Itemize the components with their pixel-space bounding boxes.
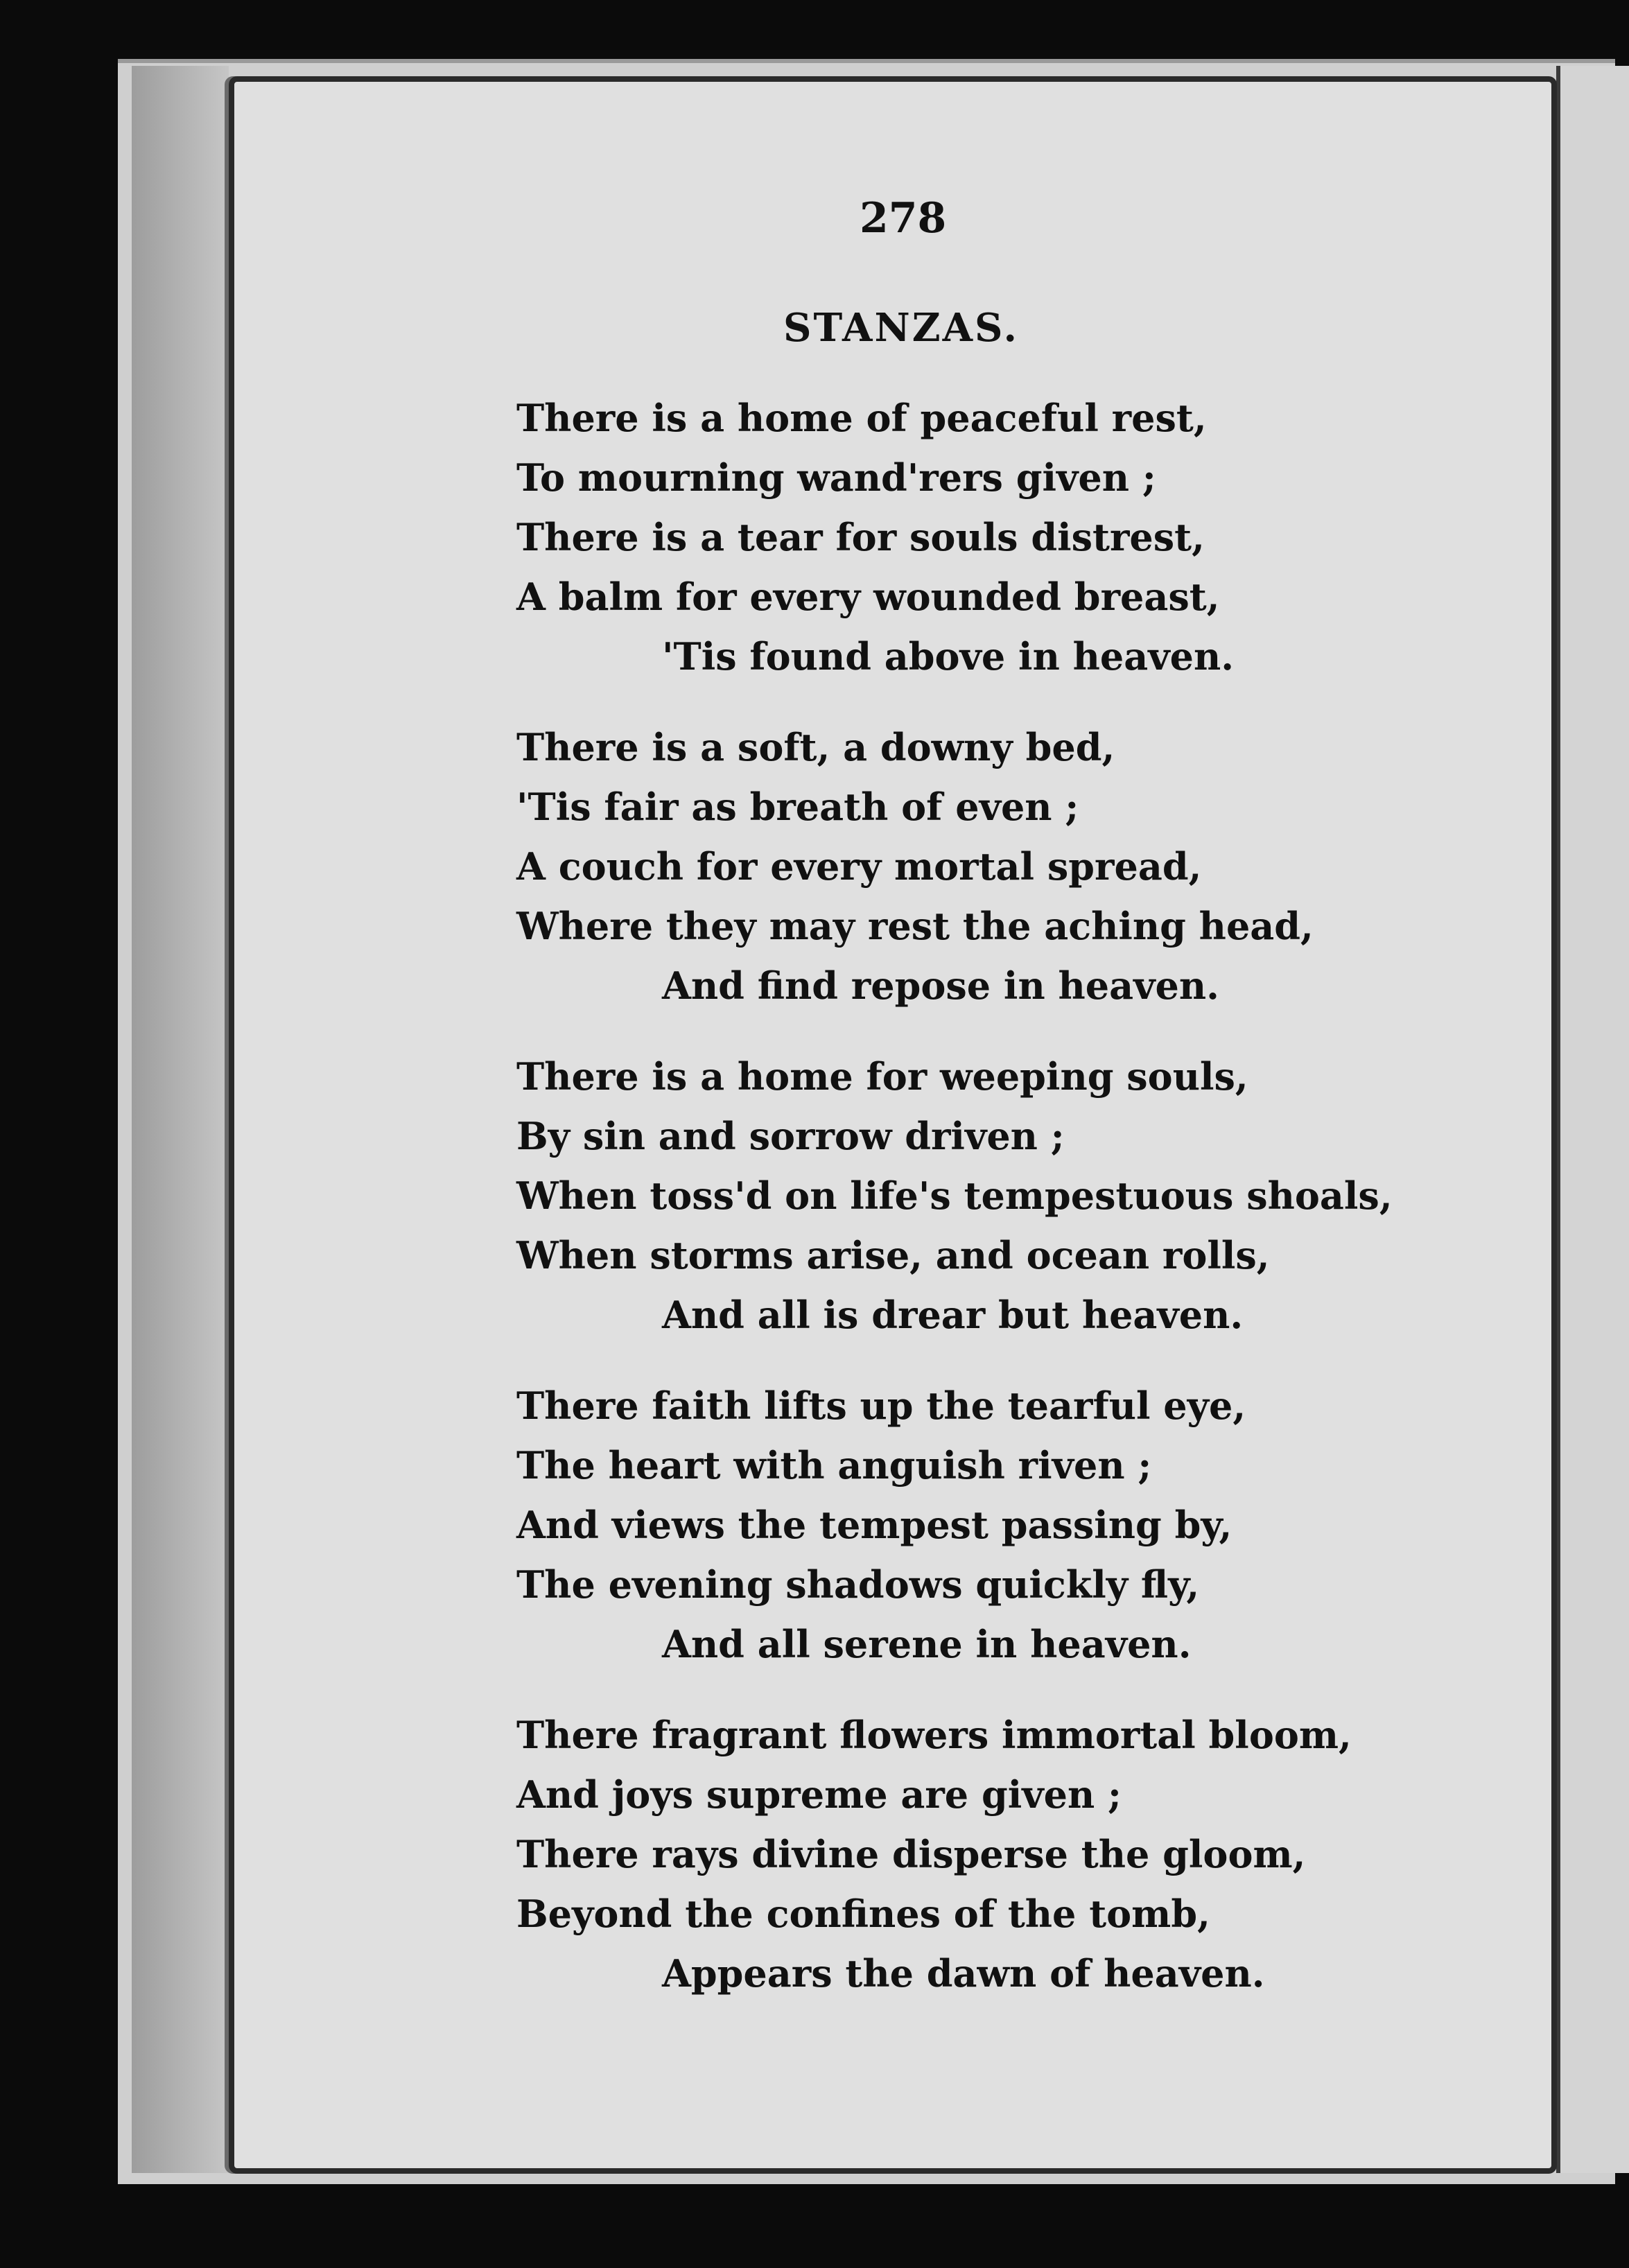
stanza-line: There is a home of peaceful rest,	[516, 396, 1207, 440]
stanza-line: A balm for every wounded breast,	[516, 575, 1220, 619]
stanza-1	[516, 388, 1234, 686]
stanza-3	[516, 1047, 1393, 1345]
stanza-line: And joys supreme are given ;	[516, 1772, 1122, 1817]
page-number: 278	[860, 194, 947, 243]
stanza-4	[516, 1376, 1246, 1674]
stanza-line: There rays divine disperse the gloom,	[516, 1832, 1306, 1876]
stanza-line: And views the tempest passing by,	[516, 1503, 1232, 1547]
stanza-refrain-line: 'Tis found above in heaven.	[662, 634, 1235, 679]
stanza-2	[516, 717, 1314, 1015]
stanza-line: 'Tis fair as breath of even ;	[516, 785, 1079, 829]
stanza-line: To mourning wand'rers given ;	[516, 455, 1156, 500]
stanza-line: When storms arise, and ocean rolls,	[516, 1233, 1270, 1277]
stanza-refrain-line: And all is drear but heaven.	[662, 1293, 1244, 1337]
stanza-line: By sin and sorrow driven ;	[516, 1114, 1065, 1158]
stanza-5	[516, 1705, 1352, 2003]
stanza-line: There fragrant flowers immortal bloom,	[516, 1713, 1352, 1757]
stanza-line: Where they may rest the aching head,	[516, 904, 1314, 948]
poem-heading: STANZAS.	[783, 305, 1019, 351]
stanza-line: Beyond the confines of the tomb,	[516, 1892, 1210, 1936]
stanza-refrain-line: Appears the dawn of heaven.	[662, 1951, 1265, 1996]
stanza-line: There is a soft, a downy bed,	[516, 725, 1115, 769]
stanza-line: There faith lifts up the tearful eye,	[516, 1384, 1246, 1428]
stanza-refrain-line: And find repose in heaven.	[662, 963, 1219, 1008]
stanza-line: When toss'd on life's tempestuous shoals,	[516, 1174, 1393, 1218]
stanza-refrain-line: And all serene in heaven.	[662, 1622, 1192, 1666]
stanza-line: There is a tear for souls distrest,	[516, 515, 1205, 559]
stanza-line: A couch for every mortal spread,	[516, 844, 1202, 889]
stanza-line: There is a home for weeping souls,	[516, 1054, 1248, 1099]
stanza-line: The heart with anguish riven ;	[516, 1443, 1152, 1488]
stanza-line: The evening shadows quickly fly,	[516, 1562, 1200, 1607]
